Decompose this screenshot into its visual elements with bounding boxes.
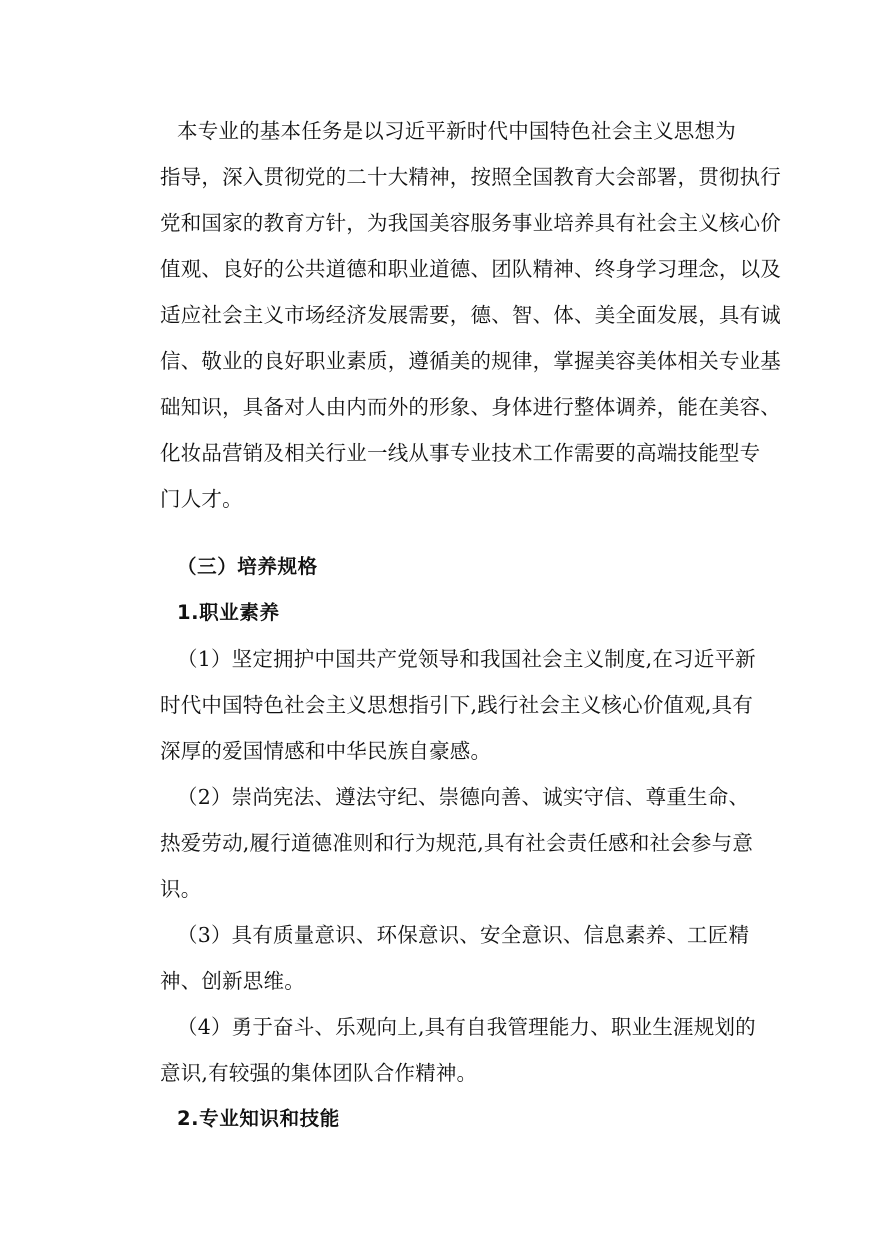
item2-line-3: 识。 bbox=[160, 877, 202, 901]
intro-line-6: 信、敬业的良好职业素质，遵循美的规律，掌握美容美体相关专业基 bbox=[160, 349, 781, 373]
intro-line-2: 指导，深入贯彻党的二十大精神，按照全国教育大会部署，贯彻执行 bbox=[160, 165, 781, 189]
intro-line-4: 值观、良好的公共道德和职业道德、团队精神、终身学习理念，以及 bbox=[160, 257, 781, 281]
intro-line-5: 适应社会主义市场经济发展需要，德、智、体、美全面发展，具有诚 bbox=[160, 303, 781, 327]
item2-line-1: （2）崇尚宪法、遵法守纪、崇德向善、诚实守信、尊重生命、 bbox=[177, 785, 750, 809]
intro-line-9: 门人才。 bbox=[160, 487, 243, 511]
intro-line-1: 本专业的基本任务是以习近平新时代中国特色社会主义思想为 bbox=[177, 119, 736, 143]
item3-line-2: 神、创新思维。 bbox=[160, 969, 305, 993]
subheading-professional-knowledge: 2.专业知识和技能 bbox=[177, 1107, 340, 1130]
intro-line-3: 党和国家的教育方针，为我国美容服务事业培养具有社会主义核心价 bbox=[160, 211, 781, 235]
item4-line-2: 意识,有较强的集体团队合作精神。 bbox=[160, 1061, 478, 1085]
item1-line-1: （1）坚定拥护中国共产党领导和我国社会主义制度,在习近平新 bbox=[177, 647, 756, 671]
item4-line-1: （4）勇于奋斗、乐观向上,具有自我管理能力、职业生涯规划的 bbox=[177, 1015, 756, 1039]
intro-line-8: 化妆品营销及相关行业一线从事专业技术工作需要的高端技能型专 bbox=[160, 441, 761, 465]
item2-line-2: 热爱劳动,履行道德准则和行为规范,具有社会责任感和社会参与意 bbox=[160, 831, 754, 855]
item1-line-3: 深厚的爱国情感和中华民族自豪感。 bbox=[160, 739, 492, 763]
section-heading: （三）培养规格 bbox=[177, 555, 318, 578]
subheading-professional-quality: 1.职业素养 bbox=[177, 601, 280, 624]
item1-line-2: 时代中国特色社会主义思想指引下,践行社会主义核心价值观,具有 bbox=[160, 693, 754, 717]
item3-line-1: （3）具有质量意识、环保意识、安全意识、信息素养、工匠精 bbox=[177, 923, 750, 947]
intro-line-7: 础知识，具备对人由内而外的形象、身体进行整体调养，能在美容、 bbox=[160, 395, 781, 419]
